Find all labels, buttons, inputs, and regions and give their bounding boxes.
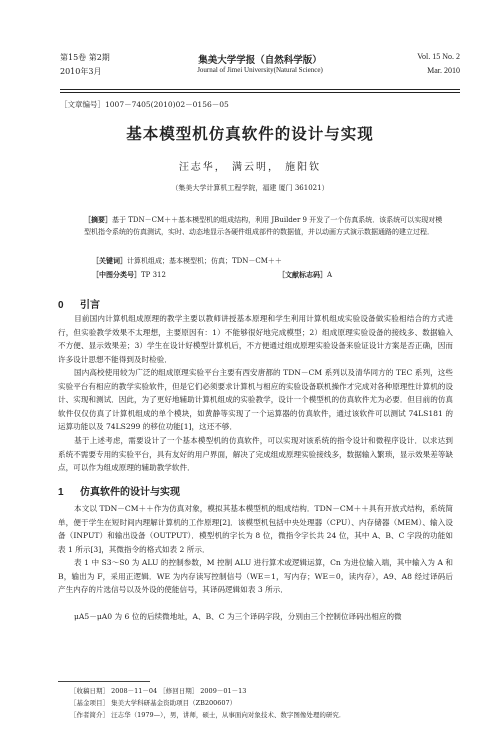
- classification-number: [92, 270, 166, 280]
- paragraph-text: 基于上述考虑，需要设计了一个基本模型机的仿真软件，可以实现对该系统的指令设计和微程序设计．以求达到系统不需要专用的实验平台，具有友好的用户界面，解决了完成组成原理实验接线多，数据输入繁琐，显示效果差等缺点，可以作为组成原理的辅助教学软件．: [58, 436, 453, 472]
- abstract-text: 基于 TDN－CM＋＋基本模型机的组成结构，利用 JBuilder 9 开发了一个仿真系统．该系统可以实现对模型机指令系统的仿真测试，实时、动态地显示各硬件组成部件的数据值，并以动画方式演示数据通路的建立过程．: [84, 216, 443, 236]
- keywords-text: 计算机组成；基本模型机；仿真；TDN－CM＋＋: [127, 257, 282, 265]
- paragraph: [58, 312, 453, 366]
- footnote-rule: [58, 681, 150, 682]
- paragraph-text: 本文以 TDN－CM＋＋作为仿真对象，模拟其基本模型机的组成结构．TDN－CM＋＋具有开放式结构，系统简单，便于学生在短时间内理解计算机的工作原理[2]．该模型机包括中央处理器（CPU）、内存储器（MEM）、输入设备（INPUT）和输出设备（OUTPUT）．模型机的字长为 8 位，微指令字长共 24 位，其中 A、B、C 字段的功能如表 1 所示[3]，其微指令的格式如表 2 所示．: [58, 504, 453, 554]
- paragraph: [58, 610, 453, 624]
- footnote-author-bio: ［作者简介］ 汪志华（1979—），男，讲师，硕士，从事面向对象技术、数字图像处理的研究．: [70, 711, 346, 719]
- journal-name-en: Journal of Jimei University(Natural Science): [197, 66, 323, 74]
- article-number: ［文章编号］1007－7405(2010)02－0156－05: [60, 100, 229, 109]
- authors: 汪志华， 满云明， 施阳钦: [178, 162, 322, 173]
- volume-issue: 第15卷 第2期: [60, 53, 110, 62]
- section-number: 0: [58, 300, 64, 311]
- paragraph: [58, 434, 453, 475]
- keywords: [92, 256, 282, 266]
- paragraph: [58, 502, 453, 556]
- paragraph: [58, 556, 453, 597]
- abstract-label: ［摘要］: [84, 215, 112, 224]
- section-heading-intro: [58, 296, 100, 311]
- footnote-received: ［收稿日期］ 2008－11－04 ［修回日期］ 2009－01－13: [70, 687, 247, 695]
- volume-issue-en: Vol. 15 No. 2: [417, 52, 460, 61]
- section-heading-design: [58, 483, 180, 498]
- paragraph-text: 国内高校使用较为广泛的组成原理实验平台主要有西安唐都的 TDN－CM 系列以及清华同方的 TEC 系列，这些实验平台有相应的教学实验软件，但是它们必须要求计算机与相应的实验设备联机操作才完成对各种原理性计算机的设计、实现和测试．因此，为了更好地辅助计算机组成的实验教学，设计一个模型机的仿真软件尤为必要．但目前的仿真软件仅仅仿真了计算机组成的单个模块，如黄静等实现了一个运算器的仿真软件，通过该软件可以测试 74LS181 的运算功能以及 74LS299 的移位功能[1]，这还不够．: [58, 368, 453, 431]
- keywords-label: ［关键词］: [92, 256, 127, 265]
- section-number: 1: [58, 487, 64, 498]
- classification-text: TP 312: [141, 271, 166, 279]
- paragraph-text: 目前国内计算机组成原理的教学主要以教师讲授基本原理和学生利用计算机组成实验设备做实验相结合的方式进行，但实验教学效果不太理想，主要原因有：1）不能够很好地完成模型；2）组成原理实验设备的接线多、数据输入不方便、显示效果差；3）学生在设计好模型计算机后，不方便通过组成原理实验设备来验证设计方案是否正确，因而许多设计思想不能得到及时检验．: [58, 314, 453, 364]
- header-rule: [60, 89, 460, 90]
- journal-name: 集美大学学报（自然科学版）: [198, 55, 322, 66]
- journal-header: [60, 52, 460, 88]
- paper-title: 基本模型机仿真软件的设计与实现: [126, 124, 374, 143]
- doc-code-label: ［文献标志码］: [278, 270, 327, 279]
- paragraph-text: 表 1 中 S3～S0 为 ALU 的控制参数，M 控制 ALU 进行算术或逻辑运算，Cn 为进位输入端，其中输入为 A 和 B，输出为 F，采用正逻辑．WE 为内存读写控制信号（WE＝1，写内存；WE＝0，读内存），A9、A8 经过译码后产生内存的片选信号以及外设的使能信号，其译码逻辑如表 3 所示．: [58, 558, 453, 594]
- section-title: 仿真软件的设计与实现: [80, 487, 180, 498]
- paragraph: [58, 366, 453, 434]
- header-rule-thin: [60, 92, 460, 93]
- issue-date: 2010年3月: [60, 67, 102, 76]
- paragraph-text: μA5－μA0 为 6 位的后续微地址，A、B、C 为三个译码字段，分别由三个控制位译码出相应的微: [74, 612, 402, 621]
- footnote-funding: ［基金项目］ 集美大学科研基金资助项目（ZB200607）: [70, 699, 237, 707]
- classification-label: ［中图分类号］: [92, 270, 141, 279]
- section-title: 引言: [80, 300, 100, 311]
- document-code: [278, 270, 332, 280]
- abstract: [84, 214, 444, 238]
- doc-code-text: A: [327, 271, 333, 279]
- issue-date-en: Mar. 2010: [427, 66, 460, 75]
- affiliation: （集美大学计算机工程学院，福建 厦门 361021）: [171, 184, 329, 192]
